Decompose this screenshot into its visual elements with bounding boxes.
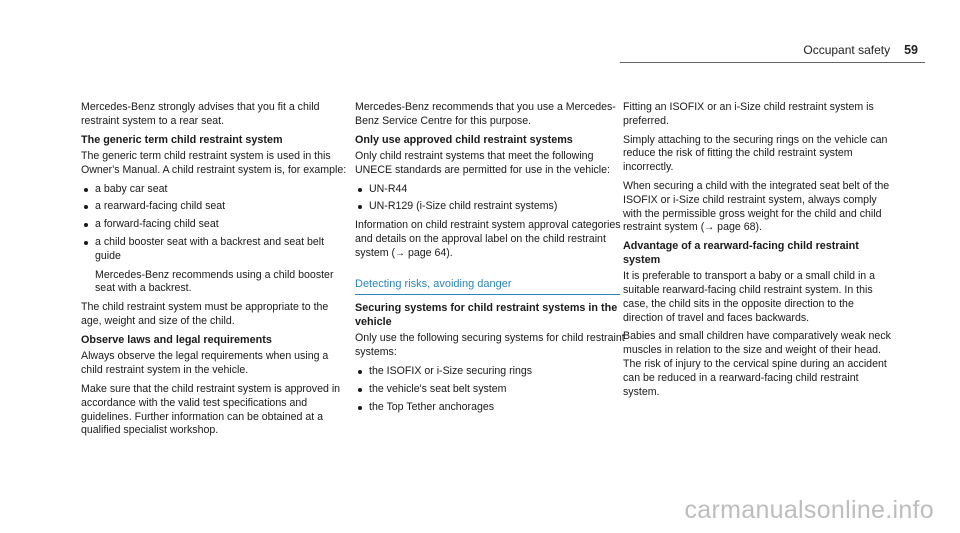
- bullet-icon: [84, 188, 88, 192]
- heading-laws: Observe laws and legal requirements: [81, 333, 272, 346]
- list-item: a rearward-facing child seat: [81, 200, 351, 214]
- bullet-icon: [84, 223, 88, 227]
- paragraph: Mercedes-Benz recommends that you use a Mercedes-Benz Service Centre for this purpose.: [355, 101, 616, 127]
- paragraph: Always observe the legal requirements when using a child restraint system in the vehicle.: [81, 350, 329, 377]
- heading-securing-systems: Securing systems for child restraint systems in the vehicle: [355, 302, 618, 328]
- list-item: UN-R129 (i-Size child restraint systems): [355, 200, 625, 214]
- page-number: 59: [904, 43, 918, 57]
- watermark-text: carmanualsonline.info: [684, 496, 934, 524]
- column-middle: [355, 101, 625, 419]
- bullet-icon: [358, 205, 362, 209]
- list-item: a child booster seat with a backrest and seat belt guide: [81, 236, 351, 264]
- page-header: [803, 43, 918, 57]
- section-title: Detecting risks, avoiding danger: [355, 278, 620, 296]
- paragraph: Only child restraint systems that meet the following UNECE standards are permitted for use in the vehicle:: [355, 150, 610, 176]
- paragraph: Simply attaching to the securing rings on the vehicle can reduce the risk of fitting the child restraint system incorrectly.: [623, 133, 888, 174]
- paragraph: The generic term child restraint system is used in this Owner's Manual. A child restraint system is, for example:: [81, 150, 347, 176]
- list-item: a baby car seat: [81, 183, 351, 197]
- arrow-right-icon: →: [395, 247, 406, 259]
- list-item: the vehicle's seat belt system: [355, 383, 625, 397]
- heading-generic-term: The generic term child restraint system: [81, 133, 283, 146]
- intro-paragraph: Mercedes-Benz strongly advises that you fit a child restraint system to a rear seat.: [81, 101, 320, 127]
- list-item: UN-R44: [355, 183, 625, 197]
- heading-approved-systems: Only use approved child restraint systems: [355, 133, 573, 146]
- paragraph: Make sure that the child restraint system is approved in accordance with the valid test specifications and guidelines. Further information can be obtained at a qualified specialist workshop.: [81, 382, 341, 437]
- list-note: Mercedes-Benz recommends using a child booster seat with a backrest.: [95, 268, 334, 295]
- standards-list: [355, 183, 625, 215]
- header-divider: [620, 62, 925, 63]
- paragraph: Only use the following securing systems for child restraint systems:: [355, 332, 625, 359]
- arrow-right-icon: →: [704, 222, 715, 234]
- list-item: a forward-facing child seat: [81, 218, 351, 232]
- paragraph-with-reference: Information on child restraint system approval categories and details on the approval label on the child restraint system (→ page 64).: [355, 219, 621, 259]
- section-name: Occupant safety: [803, 43, 891, 57]
- bullet-icon: [84, 241, 88, 245]
- bullet-icon: [84, 205, 88, 209]
- bullet-icon: [358, 388, 362, 392]
- paragraph-with-reference: When securing a child with the integrated seat belt of the ISOFIX or i-Size child restraint system, always comply with the permissible gross weight for the child and child restraint system (→ page 68).: [623, 179, 890, 234]
- examples-list: [81, 183, 351, 264]
- column-left: [81, 101, 351, 443]
- list-item: the Top Tether anchorages: [355, 401, 625, 415]
- paragraph: Fitting an ISOFIX or an i-Size child restraint system is preferred.: [623, 101, 874, 127]
- column-right: [623, 101, 893, 404]
- bullet-icon: [358, 188, 362, 192]
- paragraph: It is preferable to transport a baby or a small child in a suitable rearward-facing child restraint system. In this case, the child sits in the opposite direction to the direction of travel and faces backwards.: [623, 270, 876, 324]
- paragraph: Babies and small children have comparatively weak neck muscles in relation to the size and weight of their head. The risk of injury to the cervical spine during an accident can be reduced in a rearward-facing child restraint system.: [623, 330, 891, 398]
- page-reference-link[interactable]: page 68).: [714, 221, 762, 234]
- paragraph: The child restraint system must be appropriate to the age, weight and size of the child.: [81, 301, 329, 328]
- page-reference-link[interactable]: page 64).: [405, 246, 453, 259]
- heading-rearward-advantage: Advantage of a rearward-facing child restraint system: [623, 240, 859, 266]
- securing-systems-list: [355, 365, 625, 414]
- bullet-icon: [358, 406, 362, 410]
- list-item: the ISOFIX or i-Size securing rings: [355, 365, 625, 379]
- bullet-icon: [358, 370, 362, 374]
